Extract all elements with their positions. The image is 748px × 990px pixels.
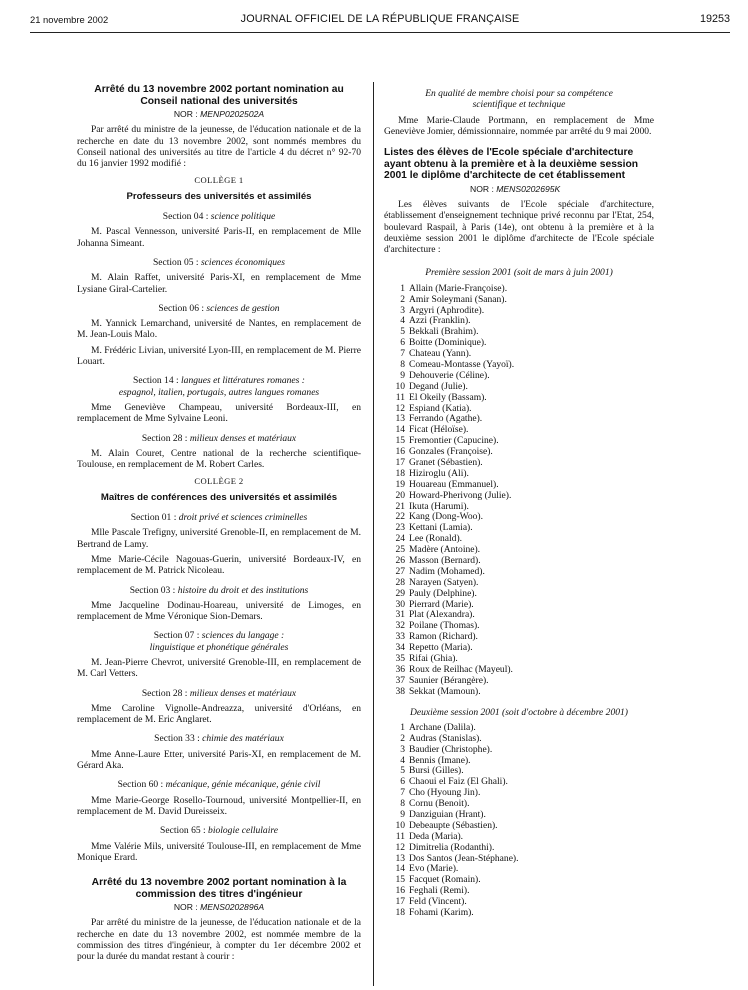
list-item bbox=[384, 533, 654, 544]
list-item bbox=[384, 479, 654, 490]
appointment-text: Mlle Pascale Trefigny, université Grenoble-II, en remplacement de M. Bertrand de Lamy. bbox=[77, 527, 361, 550]
list-item-name: Hiziroglu (Ali). bbox=[409, 467, 469, 479]
list-item-number: 12 bbox=[395, 402, 405, 414]
list-item bbox=[384, 337, 654, 348]
list-item-number: 37 bbox=[395, 674, 405, 686]
list-item-number: 13 bbox=[395, 413, 405, 425]
list-item bbox=[384, 490, 654, 501]
list-item-name: Ferrando (Agathe). bbox=[409, 413, 483, 425]
list-item-name: Espiand (Katia). bbox=[409, 402, 472, 414]
list-item-name: Argyri (Aphrodite). bbox=[409, 304, 485, 316]
list-item-number: 32 bbox=[395, 620, 405, 632]
list-item-name: Bekkali (Brahim). bbox=[409, 326, 479, 338]
section-heading: Section 28 : milieux denses et matériaux bbox=[141, 687, 297, 699]
nor-reference: NOR : MENS0202695K bbox=[470, 183, 561, 194]
appointment-text: M. Pascal Vennesson, université Paris-II, en remplacement de Mlle Johanna Simeant. bbox=[77, 226, 361, 249]
list-item bbox=[384, 403, 654, 414]
list-item-number: 1 bbox=[400, 721, 405, 733]
list-item bbox=[384, 874, 654, 885]
list-item bbox=[384, 555, 654, 566]
list-item bbox=[384, 305, 654, 316]
list-item-number: 26 bbox=[395, 555, 405, 567]
list-item-name: Lee (Ronald). bbox=[409, 533, 463, 545]
list-item-number: 12 bbox=[395, 841, 405, 853]
list-item bbox=[384, 820, 654, 831]
list-item-name: Kang (Dong-Woo). bbox=[409, 511, 483, 523]
journal-title: JOURNAL OFFICIEL DE LA RÉPUBLIQUE FRANÇAISE bbox=[240, 13, 520, 25]
list-item-name: Howard-Pherivong (Julie). bbox=[409, 489, 512, 501]
list-item bbox=[384, 348, 654, 359]
list-item-name: Poilane (Thomas). bbox=[409, 620, 480, 632]
list-item-name: Dehouverie (Céline). bbox=[409, 369, 490, 381]
list-item-number: 9 bbox=[400, 809, 405, 821]
list-item bbox=[384, 642, 654, 653]
list-item-name: Roux de Reilhac (Mayeul). bbox=[409, 663, 513, 675]
list-item-number: 22 bbox=[395, 511, 405, 523]
list-item-number: 3 bbox=[400, 304, 405, 316]
list-item-name: Ikuta (Harumi). bbox=[409, 500, 469, 512]
decree-title-cnu: Arrêté du 13 novembre 2002 portant nomination au Conseil national des universités bbox=[94, 84, 344, 107]
list-item bbox=[384, 853, 654, 864]
list-item bbox=[384, 863, 654, 874]
list-item bbox=[384, 283, 654, 294]
list-item-name: Bursi (Gilles). bbox=[409, 765, 464, 777]
column-divider bbox=[373, 82, 374, 986]
list-item-name: Rifai (Ghia). bbox=[409, 653, 458, 665]
list-item-name: Cornu (Benoit). bbox=[409, 798, 470, 810]
list-item-number: 8 bbox=[400, 798, 405, 810]
list-item-name: Debeaupte (Sébastien). bbox=[409, 819, 498, 831]
list-item-number: 7 bbox=[400, 787, 405, 799]
list-item bbox=[384, 631, 654, 642]
list-item-name: Fohami (Karim). bbox=[409, 907, 474, 919]
appointment-text: M. Alain Couret, Centre national de la recherche scientifique-Toulouse, en remplacement de M. Robert Carles. bbox=[77, 447, 361, 471]
list-title-architecture: Listes des élèves de l'Ecole spéciale d'architecture ayant obtenu à la première et à la deuxième session 2001 le diplôme d'architecte de cet établissement bbox=[384, 147, 639, 182]
list-item-number: 21 bbox=[395, 500, 405, 512]
list-item bbox=[384, 457, 654, 468]
list-item bbox=[384, 896, 654, 907]
list-item-number: 25 bbox=[395, 544, 405, 556]
list-item bbox=[384, 776, 654, 787]
list-item-name: Evo (Marie). bbox=[409, 863, 459, 875]
list-item bbox=[384, 831, 654, 842]
list-item bbox=[384, 744, 654, 755]
list-item-name: Chateau (Yann). bbox=[409, 348, 472, 360]
list-item-name: Madère (Antoine). bbox=[409, 544, 481, 556]
section-heading: Section 04 : science politique bbox=[162, 211, 276, 223]
list-item-name: Repetto (Maria). bbox=[409, 642, 473, 654]
list-item-number: 10 bbox=[395, 380, 405, 392]
section-heading: Section 07 : sciences du langage : linguistique et phonétique générales bbox=[149, 630, 289, 653]
list-item-number: 16 bbox=[395, 446, 405, 458]
section-heading: Section 65 : biologie cellulaire bbox=[160, 825, 278, 837]
list-item-name: Kettani (Lamia). bbox=[409, 522, 473, 534]
issue-date: 21 novembre 2002 bbox=[30, 14, 109, 25]
page-number: 19253 bbox=[699, 13, 730, 25]
list-item-number: 14 bbox=[395, 424, 405, 436]
appointment-text: M. Alain Raffet, université Paris-XI, en remplacement de Mme Lysiane Giral-Cartelier. bbox=[77, 272, 361, 295]
list-item bbox=[384, 733, 654, 744]
list-item-name: Archane (Dalila). bbox=[409, 721, 476, 733]
list-item-number: 13 bbox=[395, 852, 405, 864]
list-item bbox=[384, 522, 654, 533]
session-heading: Deuxième session 2001 (soit d'octobre à décembre 2001) bbox=[410, 706, 628, 718]
list-item-name: Deda (Maria). bbox=[409, 830, 464, 842]
appointment-text: M. Yannick Lemarchand, université de Nantes, en remplacement de M. Jean-Louis Malo. bbox=[77, 318, 361, 341]
list-item bbox=[384, 381, 654, 392]
list-item-name: Nadim (Mohamed). bbox=[409, 565, 485, 577]
list-item-number: 33 bbox=[395, 631, 405, 643]
list-item bbox=[384, 755, 654, 766]
category-heading: Maîtres de conférences des universités et assimilés bbox=[100, 491, 338, 503]
list-item-name: Ficat (Héloïse). bbox=[409, 424, 469, 436]
nor-reference: NOR : MENS0202896A bbox=[173, 902, 265, 913]
list-item bbox=[384, 609, 654, 620]
list-item-number: 10 bbox=[395, 819, 405, 831]
list-item-number: 3 bbox=[400, 743, 405, 755]
list-item bbox=[384, 392, 654, 403]
college-heading: COLLÈGE 1 bbox=[194, 175, 244, 186]
section-heading: Section 06 : sciences de gestion bbox=[158, 302, 280, 314]
list-item-name: Narayen (Satyen). bbox=[409, 576, 479, 588]
list-item bbox=[384, 765, 654, 776]
list-item-name: Allain (Marie-Françoise). bbox=[409, 282, 508, 294]
list-item-number: 17 bbox=[395, 896, 405, 908]
list-item bbox=[384, 413, 654, 424]
page-header bbox=[30, 12, 730, 33]
list-item-name: Comeau-Montasse (Yayoï). bbox=[409, 359, 515, 370]
list-item-name: Feld (Vincent). bbox=[409, 896, 467, 908]
list-item bbox=[384, 577, 654, 588]
appointment-text: Mme Geneviève Champeau, université Bordeaux-III, en remplacement de Mme Sylvaine Leoni. bbox=[77, 401, 361, 425]
session-heading: Première session 2001 (soit de mars à juin 2001) bbox=[425, 267, 613, 279]
appointment-text: Mme Anne-Laure Etter, université Paris-XI, en remplacement de M. Gérard Aka. bbox=[77, 748, 361, 772]
list-item-name: Saunier (Bérangère). bbox=[409, 674, 489, 686]
list-item-number: 28 bbox=[395, 576, 405, 588]
list-item-number: 7 bbox=[400, 348, 405, 360]
list-item-name: Gonzales (Françoise). bbox=[409, 446, 493, 458]
list-item-number: 27 bbox=[395, 565, 405, 577]
list-item bbox=[384, 294, 654, 305]
list-item bbox=[384, 798, 654, 809]
section-heading: Section 03 : histoire du droit et des institutions bbox=[129, 584, 309, 596]
list-item-name: Audras (Stanislas). bbox=[409, 732, 482, 744]
list-item bbox=[384, 435, 654, 446]
list-item-number: 5 bbox=[400, 765, 405, 777]
list-item-name: Chaoui el Faiz (El Ghali). bbox=[409, 776, 508, 788]
list-item-number: 5 bbox=[400, 326, 405, 338]
list-item-number: 36 bbox=[395, 663, 405, 675]
decree-intro: Par arrêté du ministre de la jeunesse, de l'éducation nationale et de la recherche en date du 13 novembre 2002, sont nommés membres du Conseil national des universités au titre de l'article 4 du décret n° 92-70 du 16 janvier 1992 modifié : bbox=[77, 124, 361, 170]
list-item bbox=[384, 722, 654, 733]
list-item-number: 24 bbox=[395, 533, 405, 545]
list-item-name: Plat (Alexandra). bbox=[409, 609, 475, 621]
list-item-number: 1 bbox=[400, 282, 405, 294]
list-item-number: 2 bbox=[400, 293, 405, 305]
list-item-name: Cho (Hyoung Jin). bbox=[409, 787, 481, 799]
list-item-name: Dimitrelia (Rodanthi). bbox=[409, 841, 495, 853]
list-item-name: Pierrard (Marie). bbox=[409, 598, 474, 610]
list-item bbox=[384, 326, 654, 337]
nor-reference: NOR : MENP0202502A bbox=[173, 109, 265, 119]
list-item-name: Dos Santos (Jean-Stéphane). bbox=[409, 852, 519, 864]
list-item bbox=[384, 566, 654, 577]
section-heading: Section 14 : langues et littératures romanes : espagnol, italien, portugais, autres langues romanes bbox=[118, 375, 320, 398]
list-item-number: 14 bbox=[395, 863, 405, 875]
graduate-list-session-1 bbox=[384, 283, 654, 697]
appointment-text: Mme Marie-Cécile Nagouas-Guerin, université Bordeaux-IV, en remplacement de M. Patrick Nicoleau. bbox=[77, 553, 361, 577]
list-item-number: 4 bbox=[400, 315, 405, 327]
list-item-name: Ramon (Richard). bbox=[409, 631, 478, 643]
list-item-number: 9 bbox=[400, 369, 405, 381]
section-heading: Section 01 : droit privé et sciences criminelles bbox=[130, 512, 308, 524]
list-item bbox=[384, 599, 654, 610]
list-item-number: 16 bbox=[395, 885, 405, 897]
list-item-name: Degand (Julie). bbox=[409, 380, 468, 392]
list-item-name: Danziguian (Hrant). bbox=[409, 809, 486, 821]
list-item bbox=[384, 686, 654, 697]
list-item-number: 38 bbox=[395, 685, 405, 697]
appointment-text: Mme Caroline Vignolle-Andreazza, université d'Orléans, en remplacement de M. Eric Anglaret. bbox=[77, 702, 361, 726]
left-column bbox=[77, 84, 361, 969]
list-item bbox=[384, 315, 654, 326]
appointment-text: M. Jean-Pierre Chevrot, université Grenoble-III, en remplacement de M. Carl Vetters. bbox=[77, 656, 361, 680]
list-item bbox=[384, 501, 654, 512]
list-item bbox=[384, 885, 654, 896]
list-item bbox=[384, 370, 654, 381]
list-item-number: 15 bbox=[395, 435, 405, 447]
list-item-number: 30 bbox=[395, 598, 405, 610]
graduate-list-session-2 bbox=[384, 722, 654, 918]
appointment-text: Mme Marie-George Rosello-Tournoud, université Montpellier-II, en remplacement de M. David Dureisseix. bbox=[77, 794, 361, 817]
list-item-number: 11 bbox=[395, 391, 405, 403]
list-item-name: Masson (Bernard). bbox=[409, 555, 481, 567]
list-intro: Les élèves suivants de l'Ecole spéciale d'architecture, établissement d'enseignement technique privé reconnu par l'Etat, 254, boulevard Raspail, à Paris (14e), ont obtenu à la première et à la deuxième session 2001 le diplôme d'architecte de l'Ecole spéciale d'architecture : bbox=[384, 198, 654, 256]
list-item-number: 6 bbox=[400, 776, 405, 788]
list-item-number: 23 bbox=[395, 522, 405, 534]
list-item bbox=[384, 588, 654, 599]
list-item-name: Sekkat (Mamoun). bbox=[409, 685, 481, 697]
appointment-text: Mme Jacqueline Dodinau-Hoareau, université de Limoges, en remplacement de Mme Véronique Sion-Demars. bbox=[77, 599, 361, 623]
membership-heading: En qualité de membre choisi pour sa compétence scientifique et technique bbox=[425, 88, 613, 111]
list-item-number: 20 bbox=[395, 489, 405, 501]
list-item-name: Amir Soleymani (Sanan). bbox=[409, 293, 507, 305]
list-item-name: El Okeily (Bassam). bbox=[409, 391, 487, 403]
appointment-text: Mme Valérie Mils, université Toulouse-III, en remplacement de Mme Monique Erard. bbox=[77, 840, 361, 863]
list-item bbox=[384, 359, 654, 370]
right-column bbox=[384, 88, 654, 918]
list-item-number: 2 bbox=[400, 732, 405, 744]
list-item-name: Facquet (Romain). bbox=[409, 874, 481, 886]
list-item-number: 8 bbox=[400, 359, 405, 370]
list-item bbox=[384, 653, 654, 664]
list-item bbox=[384, 809, 654, 820]
list-item bbox=[384, 511, 654, 522]
list-item bbox=[384, 446, 654, 457]
list-item bbox=[384, 468, 654, 479]
section-heading: Section 28 : milieux denses et matériaux bbox=[141, 432, 297, 444]
list-item-name: Pauly (Delphine). bbox=[409, 587, 477, 599]
list-item-name: Baudier (Christophe). bbox=[409, 743, 493, 755]
section-heading: Section 05 : sciences économiques bbox=[152, 256, 286, 268]
appointment-text: Mme Marie-Claude Portmann, en remplacement de Mme Geneviève Jomier, démissionnaire, nommée par arrêté du 9 mai 2000. bbox=[384, 114, 654, 137]
list-item-name: Houareau (Emmanuel). bbox=[409, 478, 499, 490]
list-item-name: Boitte (Dominique). bbox=[409, 337, 487, 349]
list-item bbox=[384, 664, 654, 675]
list-item-number: 31 bbox=[395, 609, 405, 621]
list-item-number: 34 bbox=[395, 642, 405, 654]
list-item bbox=[384, 424, 654, 435]
section-heading: Section 33 : chimie des matériaux bbox=[154, 733, 284, 745]
list-item-number: 11 bbox=[395, 830, 405, 842]
list-item-number: 35 bbox=[395, 653, 405, 665]
list-item-name: Azzi (Franklin). bbox=[409, 315, 471, 327]
category-heading: Professeurs des universités et assimilés bbox=[126, 190, 312, 202]
list-item-number: 18 bbox=[395, 907, 405, 919]
list-item-name: Feghali (Remi). bbox=[409, 885, 470, 897]
list-item-number: 18 bbox=[395, 467, 405, 479]
list-item-number: 4 bbox=[400, 754, 405, 766]
list-item-number: 29 bbox=[395, 587, 405, 599]
list-item-number: 6 bbox=[400, 337, 405, 349]
list-item bbox=[384, 620, 654, 631]
list-item-number: 19 bbox=[395, 478, 405, 490]
list-item-number: 15 bbox=[395, 874, 405, 886]
list-item bbox=[384, 907, 654, 918]
list-item-name: Fremontier (Capucine). bbox=[409, 435, 499, 447]
list-item bbox=[384, 675, 654, 686]
list-item-name: Bennis (Imane). bbox=[409, 754, 471, 766]
list-item-name: Granet (Sébastien). bbox=[409, 457, 483, 469]
decree-intro: Par arrêté du ministre de la jeunesse, de l'éducation nationale et de la recherche en date du 13 novembre 2002, est nommée membre de la commission des titres d'ingénieur, à compter du 1er décembre 2002 et pour la durée du mandat restant à courir : bbox=[77, 917, 361, 963]
list-item bbox=[384, 544, 654, 555]
list-item-number: 17 bbox=[395, 457, 405, 469]
list-item bbox=[384, 787, 654, 798]
decree-title-cti: Arrêté du 13 novembre 2002 portant nomination à la commission des titres d'ingénieur bbox=[91, 877, 347, 900]
appointment-text: M. Frédéric Livian, université Lyon-III, en remplacement de M. Pierre Louart. bbox=[77, 344, 361, 368]
section-heading: Section 60 : mécanique, génie mécanique, génie civil bbox=[117, 779, 321, 791]
list-item bbox=[384, 842, 654, 853]
college-heading: COLLÈGE 2 bbox=[194, 476, 244, 487]
